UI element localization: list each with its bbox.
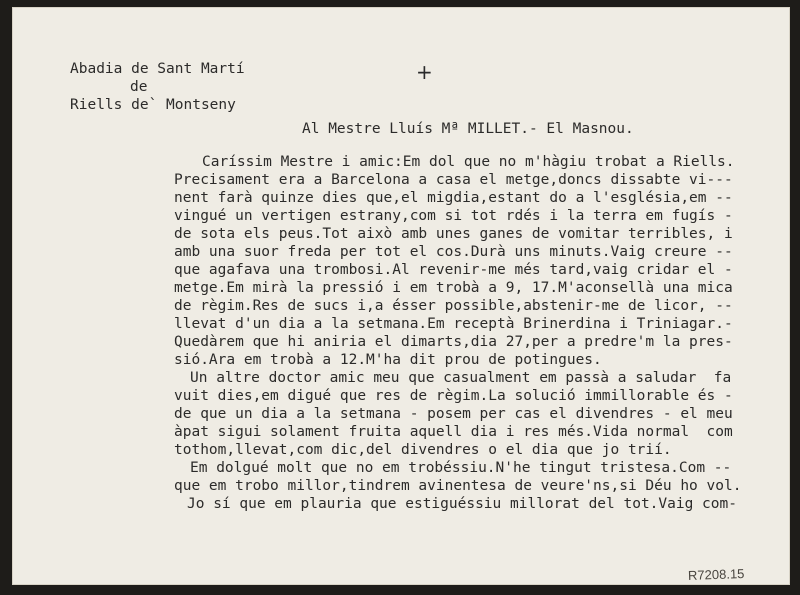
body-line: de que un dia a la setmana - posem per cas el divendres - el meu <box>174 406 733 422</box>
body-line: Quedàrem que hi aniria el dimarts,dia 27,per a predre'm la pres- <box>174 334 733 350</box>
body-line: amb una suor freda per tot el cos.Durà uns minuts.Vaig creure -- <box>174 244 733 260</box>
sender-line-2: de <box>130 79 148 95</box>
body-line: nent farà quinze dies que,el migdia,estant do a l'església,em -- <box>174 190 733 206</box>
body-line: vuit dies,em digué que res de règim.La solució immillorable és - <box>174 388 733 404</box>
cross-mark: + <box>416 60 433 84</box>
body-line: tothom,llevat,com dic,del divendres o el dia que jo trií. <box>174 442 672 458</box>
body-line: sió.Ara em trobà a 12.M'ha dit prou de potingues. <box>174 352 602 368</box>
body-line: Em dolgué molt que no em trobéssiu.N'he tingut tristesa.Com -- <box>190 460 732 476</box>
body-line: vingué un vertigen estrany,com si tot rdés i la terra em fugís - <box>174 208 733 224</box>
sender-line-1: Abadia de Sant Martí <box>70 61 245 77</box>
body-line: que em trobo millor,tindrem avinentesa de veure'ns,si Déu ho vol. <box>174 478 742 494</box>
body-line: Caríssim Mestre i amic:Em dol que no m'hàgiu trobat a Riells. <box>202 154 735 170</box>
sender-line-3: Riells de` Montseny <box>70 97 236 113</box>
body-line: àpat sigui solament fruita aquell dia i res més.Vida normal com <box>174 424 733 440</box>
archive-reference: R7208.15 <box>687 566 745 583</box>
body-line: Precisament era a Barcelona a casa el metge,doncs dissabte vi--- <box>174 172 733 188</box>
body-line: Jo sí que em plauria que estiguéssiu millorat del tot.Vaig com- <box>187 496 737 512</box>
body-line: que agafava una trombosi.Al revenir-me més tard,vaig cridar el - <box>174 262 733 278</box>
body-line: metge.Em mirà la pressió i em trobà a 9, 17.M'aconsellà una mica <box>174 280 733 296</box>
body-line: de sota els peus.Tot això amb unes ganes de vomitar terribles, i <box>174 226 733 242</box>
body-line: Un altre doctor amic meu que casualment em passà a saludar fa <box>190 370 732 386</box>
letter-page <box>12 7 790 585</box>
body-line: llevat d'un dia a la setmana.Em receptà Brinerdina i Triniagar.- <box>174 316 733 332</box>
body-line: de règim.Res de sucs i,a ésser possible,abstenir-me de licor, -- <box>174 298 733 314</box>
recipient-line: Al Mestre Lluís Mª MILLET.- El Masnou. <box>302 121 634 137</box>
